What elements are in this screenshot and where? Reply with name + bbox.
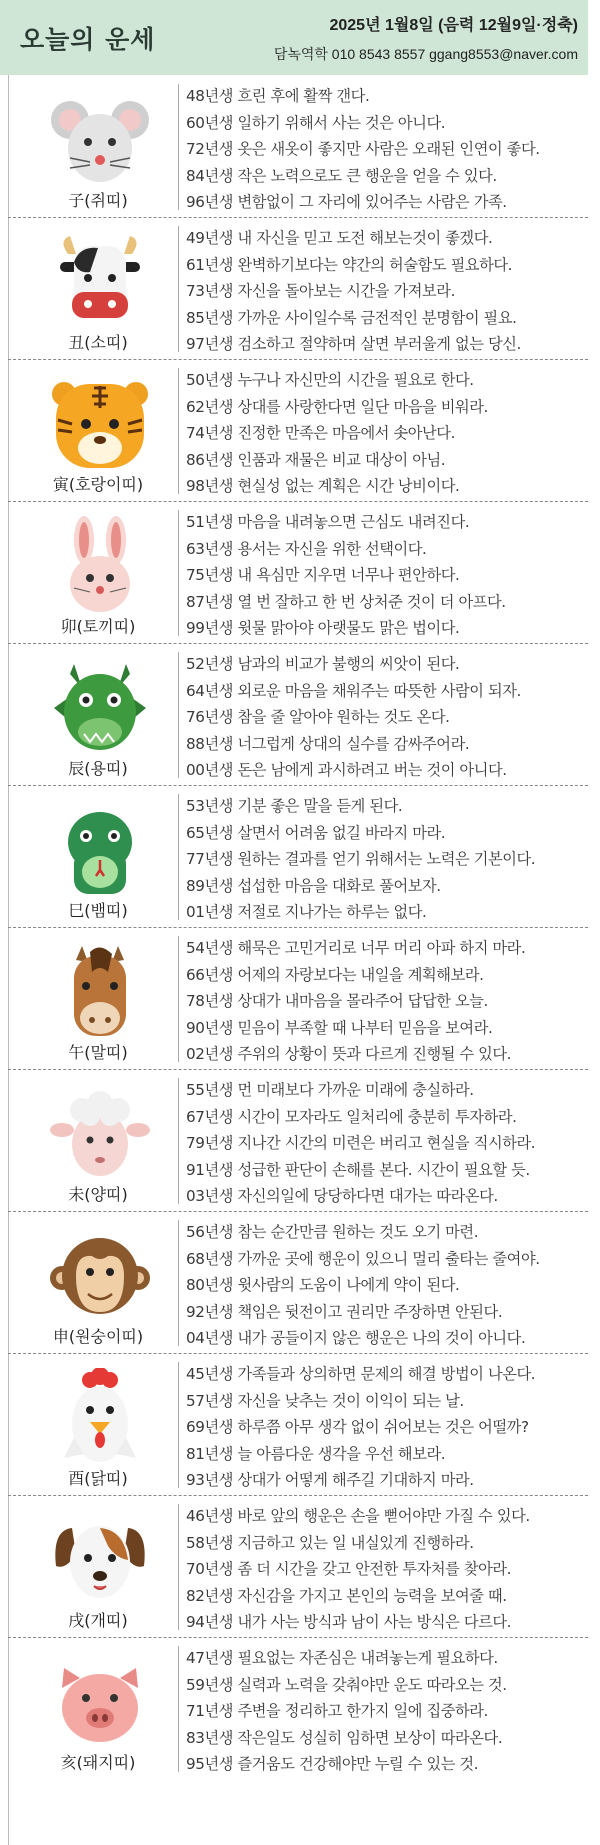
horse-icon <box>50 942 150 1042</box>
fortune-line: 69년생 하루쯤 아무 생각 없이 쉬어보는 것은 어떨까? <box>186 1418 529 1436</box>
fortune-line: 90년생 믿음이 부족할 때 나부터 믿음을 보여라. <box>186 1018 493 1037</box>
fortune-list <box>186 509 586 642</box>
fortune-line: 74년생 진정한 만족은 마음에서 솟아난다. <box>186 424 456 442</box>
fortune-line: 84년생 작은 노력으로도 큰 행운을 얻을 수 있다. <box>186 166 497 185</box>
fortune-list <box>186 935 586 1068</box>
fortune-line: 01년생 저절로 지나가는 하루는 없다. <box>186 903 427 921</box>
fortune-line: 68년생 가까운 곳에 행운이 있으니 멀리 출타는 줄여야. <box>186 1249 540 1268</box>
fortune-line: 02년생 주위의 상황이 뜻과 다르게 진행될 수 있다. <box>186 1045 512 1063</box>
fortune-list <box>186 225 586 358</box>
fortune-line: 95년생 즐거움도 건강해야만 누릴 수 있는 것. <box>186 1755 479 1773</box>
fortune-line: 55년생 먼 미래보다 가까운 미래에 충실하라. <box>186 1081 474 1099</box>
zodiac-label: 申(원숭이띠) <box>52 1327 144 1346</box>
fortune-line: 53년생 기분 좋은 말을 듣게 된다. <box>186 797 403 815</box>
fortune-line: 67년생 시간이 모자라도 일처리에 충분히 투자하라. <box>186 1107 517 1126</box>
fortune-list <box>186 1219 586 1352</box>
zodiac-section-snake <box>0 786 588 928</box>
fortune-line: 63년생 용서는 자신을 위한 선택이다. <box>186 539 427 558</box>
zodiac-section-ox <box>0 218 588 360</box>
ox-icon <box>50 232 150 332</box>
divider <box>178 1078 179 1204</box>
divider <box>178 652 179 778</box>
zodiac-label: 酉(닭띠) <box>68 1469 128 1488</box>
zodiac-label: 辰(용띠) <box>68 759 128 778</box>
zodiac-label: 寅(호랑이띠) <box>52 475 144 494</box>
divider <box>178 794 179 920</box>
fortune-line: 93년생 상대가 어떻게 해주길 기대하지 마라. <box>186 1471 474 1489</box>
fortune-line: 65년생 살면서 어려움 없길 바라지 마라. <box>186 823 446 842</box>
fortune-list <box>186 1077 586 1210</box>
zodiac-label: 卯(토끼띠) <box>60 617 136 636</box>
header <box>0 0 588 75</box>
fortune-line: 88년생 너그럽게 상대의 실수를 감싸주어라. <box>186 734 470 753</box>
fortune-line: 82년생 자신감을 가지고 본인의 능력을 보여줄 때. <box>186 1586 507 1605</box>
fortune-line: 52년생 남과의 비교가 불행의 씨앗이 된다. <box>186 655 460 673</box>
fortune-line: 96년생 변함없이 그 자리에 있어주는 사람은 가족. <box>186 193 507 211</box>
fortune-line: 00년생 돈은 남에게 과시하려고 버는 것이 아니다. <box>186 761 507 779</box>
tiger-icon <box>50 374 150 474</box>
fortune-line: 98년생 현실성 없는 계획은 시간 낭비이다. <box>186 477 460 495</box>
zodiac-label: 午(말띠) <box>68 1043 128 1062</box>
zodiac-section-rooster <box>0 1354 588 1496</box>
divider <box>178 368 179 494</box>
fortune-line: 59년생 실력과 노력을 갖춰야만 운도 따라오는 것. <box>186 1675 507 1694</box>
zodiac-section-horse <box>0 928 588 1070</box>
zodiac-section-dog <box>0 1496 588 1638</box>
zodiac-label: 子(쥐띠) <box>68 191 128 210</box>
fortune-line: 80년생 윗사람의 도움이 나에게 약이 된다. <box>186 1276 460 1294</box>
fortune-line: 57년생 자신을 낮추는 것이 이익이 되는 날. <box>186 1391 464 1410</box>
dragon-icon <box>50 658 150 758</box>
monkey-icon <box>50 1226 150 1326</box>
fortune-list <box>186 793 586 926</box>
fortune-line: 86년생 인품과 재물은 비교 대상이 아님. <box>186 450 446 469</box>
fortune-line: 87년생 열 번 잘하고 한 번 상처준 것이 더 아프다. <box>186 592 506 611</box>
pig-icon <box>50 1652 150 1752</box>
zodiac-label: 亥(돼지띠) <box>60 1753 136 1772</box>
fortune-line: 99년생 윗물 맑아야 아랫물도 맑은 법이다. <box>186 619 460 637</box>
fortune-line: 46년생 바로 앞의 행운은 손을 뻗어야만 가질 수 있다. <box>186 1507 530 1525</box>
page-title: 오늘의 운세 <box>20 25 156 54</box>
fortune-line: 48년생 흐린 후에 활짝 갠다. <box>186 87 370 105</box>
fortune-line: 77년생 원하는 결과를 얻기 위해서는 노력은 기본이다. <box>186 850 536 868</box>
fortune-list <box>186 651 586 784</box>
fortune-line: 66년생 어제의 자랑보다는 내일을 계획해보라. <box>186 965 484 984</box>
fortune-line: 64년생 외로운 마음을 채워주는 따뜻한 사람이 되자. <box>186 681 521 700</box>
fortune-line: 73년생 자신을 돌아보는 시간을 가져보라. <box>186 282 456 300</box>
fortune-line: 61년생 완벽하기보다는 약간의 허술함도 필요하다. <box>186 255 513 274</box>
divider <box>178 84 179 210</box>
fortune-line: 49년생 내 자신을 믿고 도전 해보는것이 좋겠다. <box>186 229 493 247</box>
zodiac-section-sheep <box>0 1070 588 1212</box>
rooster-icon <box>50 1368 150 1468</box>
fortune-line: 94년생 내가 사는 방식과 남이 사는 방식은 다르다. <box>186 1613 512 1631</box>
divider <box>178 510 179 636</box>
fortune-list <box>186 367 586 500</box>
fortune-line: 70년생 좀 더 시간을 갖고 안전한 투자처를 찾아라. <box>186 1560 512 1578</box>
fortune-line: 04년생 내가 공들이지 않은 행운은 나의 것이 아니다. <box>186 1329 526 1347</box>
zodiac-section-pig <box>0 1638 588 1780</box>
fortune-line: 83년생 작은일도 성실히 임하면 보상이 따라온다. <box>186 1728 503 1747</box>
fortune-line: 58년생 지금하고 있는 일 내실있게 진행하라. <box>186 1533 474 1552</box>
rabbit-icon <box>50 516 150 616</box>
fortune-line: 72년생 옷은 새옷이 좋지만 사람은 오래된 인연이 좋다. <box>186 140 540 158</box>
fortune-line: 47년생 필요없는 자존심은 내려놓는게 필요하다. <box>186 1649 498 1667</box>
divider <box>178 1646 179 1772</box>
divider <box>178 1362 179 1488</box>
fortune-line: 79년생 지나간 시간의 미련은 버리고 현실을 직시하라. <box>186 1134 536 1152</box>
zodiac-section-monkey <box>0 1212 588 1354</box>
fortune-line: 60년생 일하기 위해서 사는 것은 아니다. <box>186 113 446 132</box>
fortune-list <box>186 1645 586 1778</box>
fortune-line: 91년생 성급한 판단이 손해를 본다. 시간이 필요할 듯. <box>186 1160 530 1179</box>
divider <box>178 936 179 1062</box>
sheep-icon <box>50 1084 150 1184</box>
zodiac-label: 巳(뱀띠) <box>68 901 128 920</box>
fortune-line: 54년생 해묵은 고민거리로 너무 머리 아파 하지 마라. <box>186 939 526 957</box>
fortune-line: 78년생 상대가 내마음을 몰라주어 답답한 오늘. <box>186 992 488 1010</box>
fortune-line: 92년생 책임은 뒷전이고 권리만 주장하면 안된다. <box>186 1302 503 1321</box>
contact-line: 담녹역학 010 8543 8557 ggang8553@naver.com <box>273 46 578 62</box>
fortune-list <box>186 1361 586 1494</box>
zodiac-section-rabbit <box>0 502 588 644</box>
zodiac-label: 丑(소띠) <box>68 333 128 352</box>
divider <box>178 226 179 352</box>
fortune-line: 89년생 섭섭한 마음을 대화로 풀어보자. <box>186 876 441 895</box>
fortune-line: 51년생 마음을 내려놓으면 근심도 내려진다. <box>186 513 470 531</box>
fortune-line: 97년생 검소하고 절약하며 살면 부러울게 없는 당신. <box>186 335 521 353</box>
divider <box>178 1504 179 1630</box>
fortune-line: 75년생 내 욕심만 지우면 너무나 편안하다. <box>186 566 460 584</box>
zodiac-section-dragon <box>0 644 588 786</box>
date-line: 2025년 1월8일 (음력 12월9일·정축) <box>329 17 578 34</box>
rat-icon <box>50 90 150 190</box>
fortune-list <box>186 83 586 216</box>
fortune-line: 62년생 상대를 사랑한다면 일단 마음을 비워라. <box>186 397 488 416</box>
fortune-line: 76년생 참을 줄 알아야 원하는 것도 온다. <box>186 708 450 726</box>
dog-icon <box>50 1510 150 1610</box>
fortune-line: 85년생 가까운 사이일수록 금전적인 분명함이 필요. <box>186 308 517 327</box>
snake-icon <box>50 800 150 900</box>
zodiac-label: 戌(개띠) <box>68 1611 128 1630</box>
fortune-list <box>186 1503 586 1636</box>
zodiac-label: 未(양띠) <box>68 1185 128 1204</box>
zodiac-section-tiger <box>0 360 588 502</box>
zodiac-section-rat <box>0 76 588 218</box>
divider <box>178 1220 179 1346</box>
fortune-line: 03년생 자신의일에 당당하다면 대가는 따라온다. <box>186 1187 498 1205</box>
fortune-line: 71년생 주변을 정리하고 한가지 일에 집중하라. <box>186 1702 488 1720</box>
fortune-line: 56년생 참는 순간만큼 원하는 것도 오기 마련. <box>186 1223 479 1241</box>
fortune-line: 81년생 늘 아름다운 생각을 우선 해보라. <box>186 1444 446 1463</box>
fortune-line: 50년생 누구나 자신만의 시간을 필요로 한다. <box>186 371 474 389</box>
fortune-line: 45년생 가족들과 상의하면 문제의 해결 방법이 나온다. <box>186 1365 536 1383</box>
